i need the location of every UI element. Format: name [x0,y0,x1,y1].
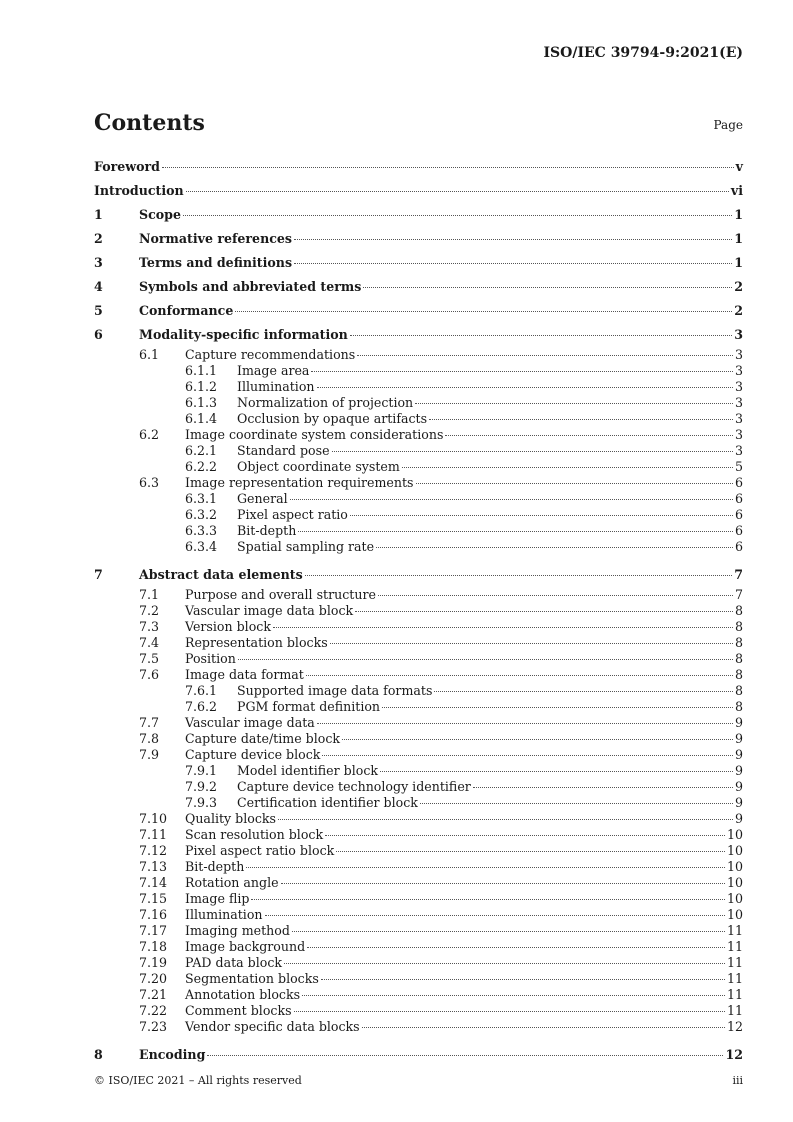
toc-entry-label[interactable]: Segmentation blocks [185,971,319,986]
toc-entry-number: 6.2.2 [185,459,218,474]
toc-entry-page: 8 [734,667,743,682]
dot-leader [251,899,725,900]
toc-entry-number: 6.3.3 [185,523,218,538]
toc-entry[interactable] [94,563,743,587]
dot-leader [235,311,732,312]
toc-entry-page: 9 [734,731,743,746]
toc-entry-number: 7.9.1 [185,763,218,778]
toc-entry-number: 6.1.1 [185,363,218,378]
toc-entry-label[interactable]: Scope [139,207,181,222]
toc-entry-page: 1 [734,255,743,270]
toc-entry-number: 5 [94,303,103,318]
toc-entry-page: 3 [734,427,743,442]
toc-entry-number: 7.21 [139,987,168,1002]
toc-entry-label[interactable]: Quality blocks [185,811,276,826]
toc-entry-page: 8 [734,603,743,618]
toc-entry-label[interactable]: Vascular image data [185,715,315,730]
toc-entry-page: 10 [726,907,743,922]
toc-entry-page: 8 [734,699,743,714]
toc-entry-number: 7.16 [139,907,168,922]
dot-leader [322,755,733,756]
toc-entry[interactable] [94,619,743,635]
dot-leader [302,995,725,996]
toc-entry-number: 7.9.3 [185,795,218,810]
dot-leader [342,739,733,740]
dot-leader [278,819,733,820]
toc-entry-number: 7.14 [139,875,168,890]
toc-entry[interactable] [94,731,743,747]
toc-entry-label[interactable]: Vendor specific data blocks [185,1019,360,1034]
toc-entry[interactable] [94,779,743,795]
document-id-header: ISO/IEC 39794-9:2021(E) [543,45,743,61]
dot-leader [350,335,732,336]
toc-entry-number: 7.18 [139,939,168,954]
dot-leader [265,915,725,916]
toc-entry-label[interactable]: Abstract data elements [139,567,303,582]
toc-entry-number: 3 [94,255,103,270]
toc-entry[interactable] [94,155,743,179]
toc-entry-page: 3 [734,379,743,394]
toc-entry-page: 11 [726,923,743,938]
toc-entry[interactable] [94,443,743,459]
dot-leader [363,287,732,288]
dot-leader [273,627,733,628]
toc-entry-label[interactable]: Occlusion by opaque artifacts [237,411,428,426]
toc-entry-label[interactable]: Supported image data formats [237,683,433,698]
toc-entry[interactable] [94,251,743,275]
page-footer [94,1074,743,1087]
toc-entry-label[interactable]: General [237,491,288,506]
toc-entry[interactable] [94,971,743,987]
toc-entry-number: 6.2 [139,427,160,442]
toc-entry[interactable] [94,1003,743,1019]
toc-entry-label[interactable]: Conformance [139,303,234,318]
toc-entry[interactable] [94,395,743,411]
dot-leader [162,167,734,168]
dot-leader [420,803,733,804]
toc-entry-page: 9 [734,747,743,762]
toc-entry-label[interactable]: Standard pose [237,443,330,458]
dot-leader [207,1055,723,1056]
toc-entry-number: 7 [94,567,103,582]
dot-leader [332,451,733,452]
toc-entry-number: 7.3 [139,619,160,634]
toc-entry-number: 7.23 [139,1019,168,1034]
toc-entry-number: 6.2.1 [185,443,218,458]
toc-entry-label[interactable]: Imaging method [185,923,290,938]
toc-entry-page: 8 [734,651,743,666]
toc-entry-page: 2 [734,303,743,318]
toc-entry[interactable] [94,859,743,875]
toc-entry-page: 9 [734,779,743,794]
dot-leader [355,611,733,612]
toc-entry-page: 12 [726,1019,743,1034]
toc-entry[interactable] [94,939,743,955]
toc-entry-number: 4 [94,279,103,294]
toc-entry-label[interactable]: Bit-depth [237,523,297,538]
toc-entry-label[interactable]: Purpose and overall structure [185,587,376,602]
toc-entry-page: 10 [726,875,743,890]
dot-leader [317,387,733,388]
toc-entry-label[interactable]: Normative references [139,231,293,246]
dot-leader [330,643,733,644]
toc-entry-label[interactable]: Image data format [185,667,304,682]
toc-entry[interactable] [94,379,743,395]
dot-leader [284,963,725,964]
toc-entry-number: 7.12 [139,843,168,858]
toc-entry[interactable] [94,811,743,827]
toc-entry[interactable] [94,323,743,347]
toc-entry-page: vi [730,183,743,198]
dot-leader [298,531,733,532]
toc-entry-label[interactable]: Capture device technology identifier [237,779,471,794]
toc-entry[interactable] [94,699,743,715]
toc-entry-number: 7.2 [139,603,160,618]
toc-entry-page: 11 [726,939,743,954]
dot-leader [350,515,733,516]
toc-entry[interactable] [94,987,743,1003]
toc-entry[interactable] [94,587,743,603]
toc-entry-number: 7.9 [139,747,160,762]
toc-entry-number: 6.3 [139,475,160,490]
toc-entry-page: 9 [734,811,743,826]
dot-leader [294,263,732,264]
toc-entry[interactable] [94,715,743,731]
toc-entry[interactable] [94,923,743,939]
toc-entry[interactable] [94,275,743,299]
dot-leader [380,771,733,772]
toc-entry-label[interactable]: Pixel aspect ratio [237,507,348,522]
toc-entry-page: 6 [734,475,743,490]
toc-entry-number: 7.20 [139,971,168,986]
dot-leader [376,547,733,548]
toc-entry-number: 7.4 [139,635,160,650]
toc-entry-label[interactable]: Scan resolution block [185,827,324,842]
dot-leader [306,675,733,676]
dot-leader [321,979,725,980]
dot-leader [246,867,725,868]
toc-entry[interactable] [94,363,743,379]
toc-entry-label[interactable]: Image flip [185,891,250,906]
dot-leader [238,659,733,660]
toc-entry-number: 7.10 [139,811,168,826]
toc-entry-number: 7.5 [139,651,160,666]
toc-entry-page: 3 [734,327,743,342]
toc-entry-page: 7 [734,587,743,602]
toc-entry-label[interactable]: Image coordinate system considerations [185,427,444,442]
toc-entry-label[interactable]: Capture date/time block [185,731,341,746]
toc-entry-page: 3 [734,347,743,362]
dot-leader [473,787,733,788]
toc-entry-page: 10 [726,891,743,906]
toc-entry[interactable] [94,747,743,763]
toc-entry[interactable] [94,795,743,811]
dot-leader [292,931,725,932]
toc-entry[interactable] [94,683,743,699]
toc-entry-number: 2 [94,231,103,246]
toc-entry[interactable] [94,507,743,523]
toc-entry-label[interactable]: Bit-depth [185,859,245,874]
page-number: iii [732,1074,743,1087]
toc-entry-label[interactable]: Introduction [94,183,184,198]
toc-entry-label[interactable]: Certification identifier block [237,795,418,810]
toc-entry-number: 6.1.4 [185,411,218,426]
toc-entry-number: 1 [94,207,103,222]
toc-entry-number: 7.17 [139,923,168,938]
toc-entry-page: 10 [726,843,743,858]
toc-entry-page: 11 [726,971,743,986]
toc-entry-label[interactable]: PAD data block [185,955,283,970]
toc-entry-page: 11 [726,955,743,970]
dot-leader [336,851,725,852]
toc-entry-label[interactable]: Spatial sampling rate [237,539,375,554]
toc-entry-label[interactable]: Normalization of projection [237,395,414,410]
toc-entry[interactable] [94,427,743,443]
toc-entry-page: 3 [734,395,743,410]
toc-entry-number: 7.6.1 [185,683,218,698]
toc-entry-page: 10 [726,859,743,874]
dot-leader [186,191,729,192]
dot-leader [402,467,733,468]
toc-entry-number: 8 [94,1047,103,1062]
dot-leader [290,499,733,500]
toc-entry[interactable] [94,411,743,427]
toc-entry-number: 7.1 [139,587,160,602]
toc-entry-label[interactable]: Comment blocks [185,1003,292,1018]
toc-entry-label[interactable]: Object coordinate system [237,459,400,474]
toc-entry-number: 7.9.2 [185,779,218,794]
toc-entry-label[interactable]: Image background [185,939,306,954]
toc-entry[interactable] [94,875,743,891]
toc-entry-label[interactable]: Model identifier block [237,763,378,778]
toc-entry[interactable] [94,843,743,859]
toc-entry-label[interactable]: Terms and definitions [139,255,293,270]
dot-leader [281,883,725,884]
toc-entry[interactable] [94,827,743,843]
toc-entry[interactable] [94,763,743,779]
toc-entry-label[interactable]: Pixel aspect ratio block [185,843,335,858]
toc-entry-number: 6.3.4 [185,539,218,554]
toc-entry-page: 9 [734,795,743,810]
toc-entry-label[interactable]: Capture device block [185,747,321,762]
toc-entry-label[interactable]: Illumination [185,907,263,922]
page-title: Contents [94,110,205,136]
toc-entry-label[interactable]: Encoding [139,1047,206,1062]
toc-entry-label[interactable]: Image area [237,363,310,378]
toc-entry-page: 1 [734,207,743,222]
dot-leader [317,723,733,724]
toc-entry-label[interactable]: Annotation blocks [185,987,301,1002]
toc-entry-page: 6 [734,539,743,554]
toc-entry-page: 3 [734,443,743,458]
toc-entry-number: 6.1 [139,347,160,362]
toc-entry-page: 8 [734,683,743,698]
toc-entry-label[interactable]: Image representation requirements [185,475,414,490]
table-of-contents [94,155,743,1067]
toc-entry-number: 7.7 [139,715,160,730]
toc-entry-page: 7 [734,567,743,582]
toc-entry-label[interactable]: PGM format definition [237,699,381,714]
toc-entry-label[interactable]: Vascular image data block [185,603,354,618]
toc-entry-page: 9 [734,715,743,730]
toc-entry-label[interactable]: Capture recommendations [185,347,356,362]
dot-leader [362,1027,725,1028]
toc-entry[interactable] [94,539,743,555]
toc-entry-page: 6 [734,523,743,538]
toc-entry-number: 6 [94,327,103,342]
toc-entry-page: 8 [734,619,743,634]
toc-entry-number: 7.15 [139,891,168,906]
dot-leader [325,835,725,836]
dot-leader [445,435,733,436]
toc-entry-number: 7.22 [139,1003,168,1018]
dot-leader [307,947,725,948]
toc-entry-label[interactable]: Symbols and abbreviated terms [139,279,362,294]
toc-entry-number: 6.3.2 [185,507,218,522]
dot-leader [183,215,732,216]
toc-entry-number: 6.1.2 [185,379,218,394]
toc-entry-page: 6 [734,507,743,522]
dot-leader [416,483,733,484]
toc-entry-page: 3 [734,411,743,426]
toc-entry[interactable] [94,179,743,203]
toc-entry-page: 6 [734,491,743,506]
toc-entry-number: 7.6.2 [185,699,218,714]
toc-entry[interactable] [94,907,743,923]
toc-entry-number: 7.8 [139,731,160,746]
toc-entry-page: 8 [734,635,743,650]
toc-entry-page: 10 [726,827,743,842]
dot-leader [357,355,733,356]
toc-entry[interactable] [94,203,743,227]
toc-entry-page: 1 [734,231,743,246]
toc-entry[interactable] [94,603,743,619]
toc-entry-page: 5 [734,459,743,474]
toc-entry-page: 11 [726,987,743,1002]
toc-entry-label[interactable]: Foreword [94,159,160,174]
page-column-label: Page [713,118,743,132]
dot-leader [434,691,733,692]
toc-entry[interactable] [94,475,743,491]
toc-entry-page: 11 [726,1003,743,1018]
toc-entry[interactable] [94,347,743,363]
toc-entry-page: 9 [734,763,743,778]
toc-entry-page: 12 [725,1047,743,1062]
toc-entry-label[interactable]: Version block [185,619,271,634]
toc-entry-label[interactable]: Representation blocks [185,635,328,650]
toc-entry-label[interactable]: Position [185,651,236,666]
toc-entry[interactable] [94,491,743,507]
toc-entry-page: 2 [734,279,743,294]
dot-leader [305,575,733,576]
toc-entry-number: 7.11 [139,827,168,842]
dot-leader [294,1011,725,1012]
toc-entry[interactable] [94,891,743,907]
toc-entry[interactable] [94,299,743,323]
toc-entry[interactable] [94,667,743,683]
copyright-notice: © ISO/IEC 2021 – All rights reserved [94,1074,302,1087]
toc-entry-number: 6.1.3 [185,395,218,410]
toc-entry-number: 7.19 [139,955,168,970]
dot-leader [382,707,733,708]
toc-entry[interactable] [94,227,743,251]
toc-entry-page: v [735,159,743,174]
toc-entry[interactable] [94,1043,743,1067]
toc-entry[interactable] [94,459,743,475]
toc-entry[interactable] [94,1019,743,1035]
toc-entry-page: 3 [734,363,743,378]
toc-entry-number: 6.3.1 [185,491,218,506]
toc-entry-label[interactable]: Modality-specific information [139,327,348,342]
dot-leader [378,595,733,596]
toc-entry-number: 7.6 [139,667,160,682]
toc-entry-number: 7.13 [139,859,168,874]
toc-entry[interactable] [94,651,743,667]
toc-entry[interactable] [94,635,743,651]
toc-entry[interactable] [94,523,743,539]
dot-leader [294,239,732,240]
toc-entry-label[interactable]: Illumination [237,379,315,394]
dot-leader [311,371,733,372]
toc-entry-label[interactable]: Rotation angle [185,875,279,890]
toc-entry[interactable] [94,955,743,971]
dot-leader [415,403,733,404]
dot-leader [429,419,733,420]
